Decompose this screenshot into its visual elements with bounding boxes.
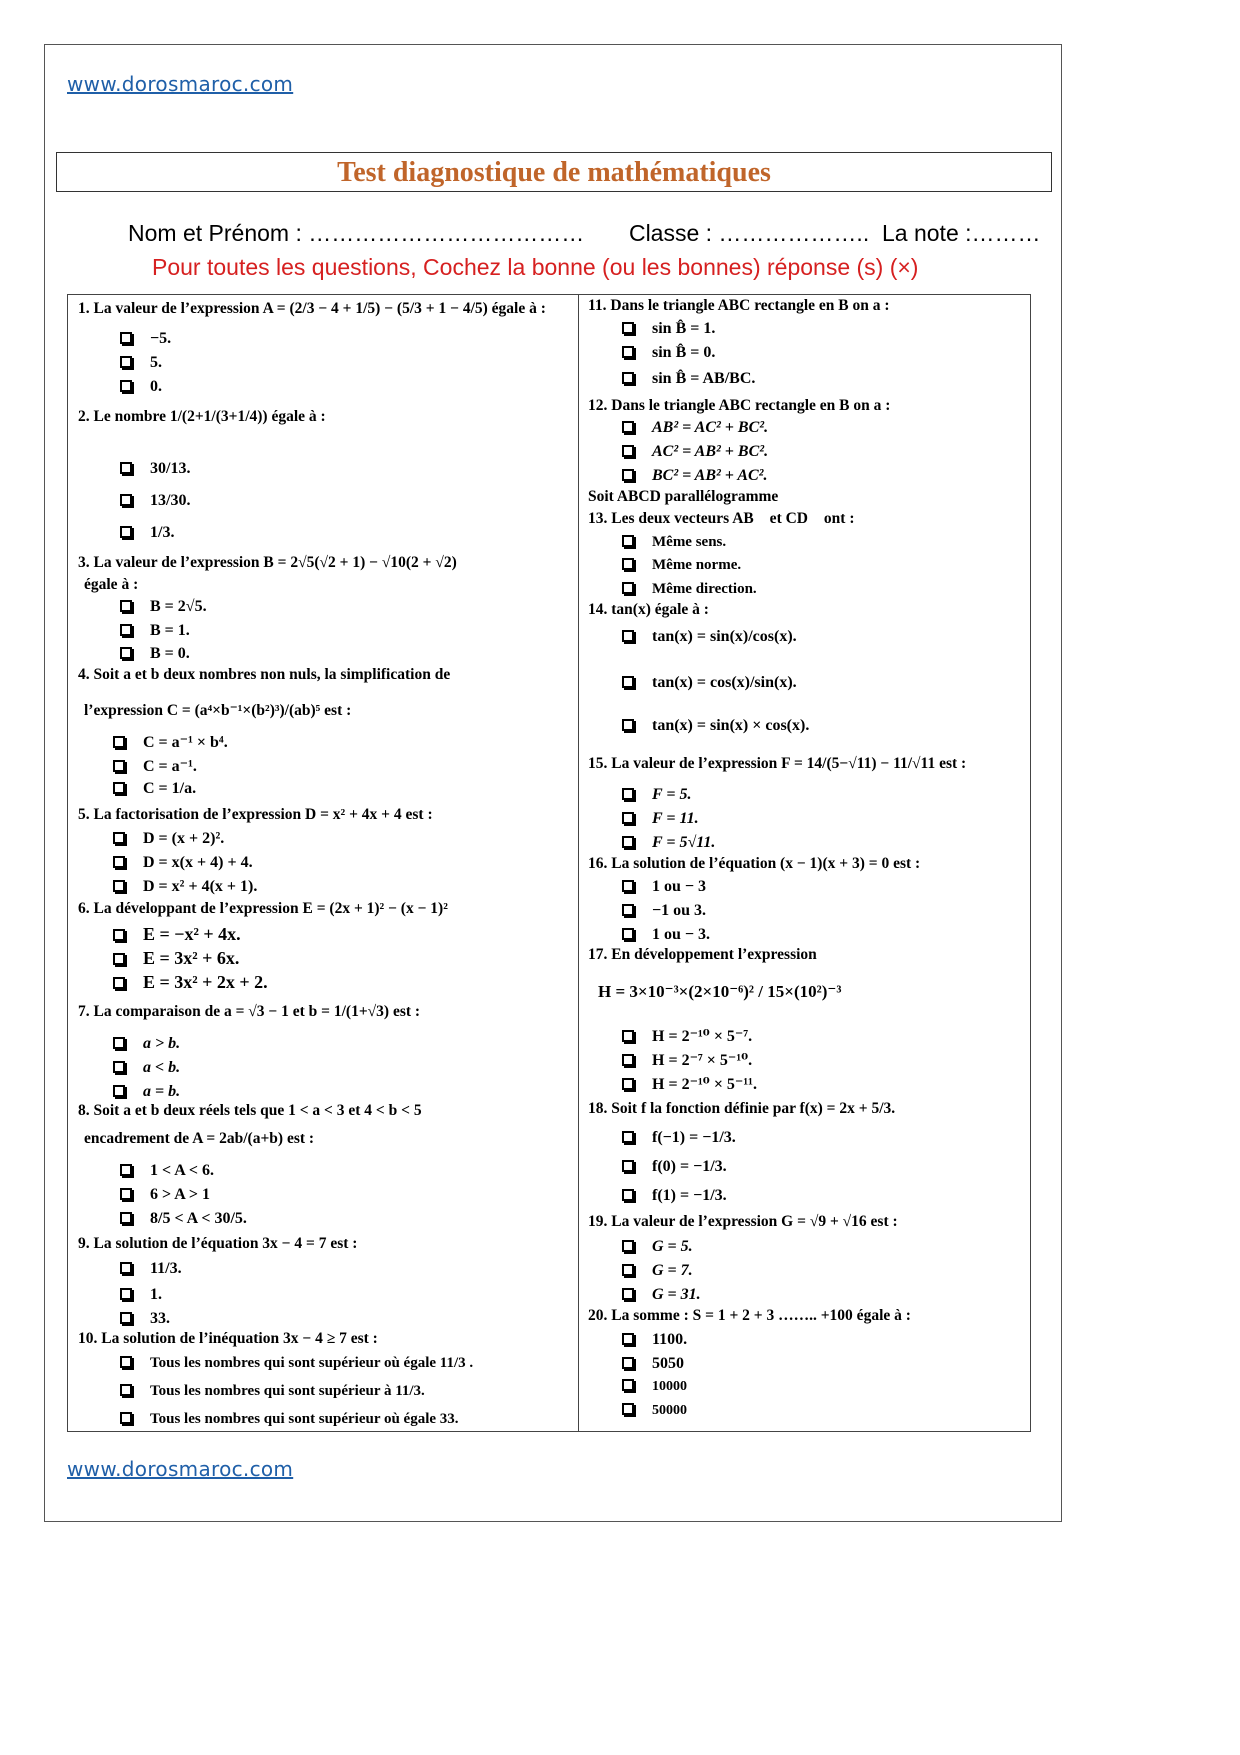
question-5: 5. La factorisation de l’expression D = x² + 4x + 4 est : — [78, 806, 433, 823]
checkbox-icon[interactable] — [113, 1061, 125, 1073]
checkbox-icon[interactable] — [622, 904, 634, 916]
option[interactable]: 33. — [120, 1310, 170, 1328]
checkbox-icon[interactable] — [113, 1037, 125, 1049]
option[interactable]: f(−1) = −1/3. — [622, 1129, 736, 1147]
option[interactable]: tan(x) = sin(x) × cos(x). — [622, 717, 809, 735]
option[interactable]: F = 5√11. — [622, 834, 715, 852]
checkbox-icon[interactable] — [120, 600, 132, 612]
question-19: 19. La valeur de l’expression G = √9 + √16 est : — [588, 1213, 898, 1230]
option[interactable]: G = 7. — [622, 1262, 693, 1280]
question-12: 12. Dans le triangle ABC rectangle en B on a : — [588, 397, 891, 414]
checkbox-icon[interactable] — [113, 832, 125, 844]
checkbox-icon[interactable] — [120, 1188, 132, 1200]
checkbox-icon[interactable] — [622, 469, 634, 481]
question-3: 3. La valeur de l’expression B = 2√5(√2 + 1) − √10(2 + √2) — [78, 554, 457, 571]
question-9: 9. La solution de l’équation 3x − 4 = 7 est : — [78, 1235, 358, 1252]
option[interactable]: AB² = AC² + BC². — [622, 419, 768, 437]
question-2: 2. Le nombre 1/(2+1/(3+1/4)) égale à : — [78, 408, 326, 425]
option[interactable]: B = 1. — [120, 622, 190, 640]
option[interactable]: a > b. — [113, 1035, 180, 1053]
checkbox-icon[interactable] — [120, 494, 132, 506]
checkbox-icon[interactable] — [622, 1131, 634, 1143]
option[interactable]: D = x² + 4(x + 1). — [113, 878, 257, 896]
parallelogram-statement: Soit ABCD parallélogramme — [588, 488, 779, 505]
checkbox-icon[interactable] — [113, 782, 125, 794]
option[interactable]: tan(x) = sin(x)/cos(x). — [622, 628, 797, 646]
checkbox-icon[interactable] — [120, 1384, 132, 1396]
checkbox-icon[interactable] — [622, 630, 634, 642]
option[interactable]: f(1) = −1/3. — [622, 1187, 727, 1205]
checkbox-icon[interactable] — [622, 1379, 634, 1391]
question-8: 8. Soit a et b deux réels tels que 1 < a < 3 et 4 < b < 5 — [78, 1102, 422, 1119]
option[interactable]: E = 3x² + 6x. — [113, 948, 239, 969]
option[interactable]: Tous les nombres qui sont supérieur où égale 33. — [120, 1411, 459, 1428]
question-7: 7. La comparaison de a = √3 − 1 et b = 1/(1+√3) est : — [78, 1003, 421, 1020]
option[interactable]: Même sens. — [622, 534, 726, 551]
checkbox-icon[interactable] — [622, 535, 634, 547]
option[interactable]: 11/3. — [120, 1260, 182, 1278]
option[interactable]: sin B̂ = 1. — [622, 320, 715, 338]
checkbox-icon[interactable] — [622, 880, 634, 892]
checkbox-icon[interactable] — [113, 760, 125, 772]
checkbox-icon[interactable] — [120, 1288, 132, 1300]
checkbox-icon[interactable] — [622, 1403, 634, 1415]
option[interactable]: 1 ou − 3. — [622, 926, 710, 944]
option[interactable]: E = 3x² + 2x + 2. — [113, 972, 268, 993]
site-link-top[interactable]: www.dorosmaroc.com — [67, 72, 294, 96]
question-3-suffix: égale à : — [84, 576, 139, 593]
student-info-line: Nom et Prénom : ……………………………… Classe : ……………….. La note :……… — [128, 220, 1041, 246]
option[interactable]: 10000 — [622, 1379, 687, 1395]
checkbox-icon[interactable] — [120, 1262, 132, 1274]
checkbox-icon[interactable] — [120, 1412, 132, 1424]
checkbox-icon[interactable] — [622, 558, 634, 570]
checkbox-icon[interactable] — [622, 1240, 634, 1252]
option[interactable]: 1100. — [622, 1331, 687, 1349]
option[interactable]: H = 2⁻¹⁰ × 5⁻¹¹. — [622, 1074, 757, 1094]
checkbox-icon[interactable] — [622, 1288, 634, 1300]
checkbox-icon[interactable] — [622, 1357, 634, 1369]
checkbox-icon[interactable] — [120, 380, 132, 392]
option[interactable]: 1 < A < 6. — [120, 1162, 214, 1180]
option[interactable]: AC² = AB² + BC². — [622, 443, 768, 461]
checkbox-icon[interactable] — [120, 356, 132, 368]
option[interactable]: G = 5. — [622, 1238, 693, 1256]
checkbox-icon[interactable] — [113, 953, 125, 965]
option[interactable]: −5. — [120, 330, 171, 348]
checkbox-icon[interactable] — [120, 526, 132, 538]
checkbox-icon[interactable] — [120, 462, 132, 474]
option[interactable]: 30/13. — [120, 460, 190, 478]
checkbox-icon[interactable] — [622, 421, 634, 433]
option[interactable]: 1. — [120, 1286, 162, 1304]
option[interactable]: D = (x + 2)². — [113, 830, 224, 848]
option[interactable]: B = 0. — [120, 645, 190, 663]
question-13: 13. Les deux vecteurs AB⃗ et CD⃗ ont : — [588, 510, 855, 527]
checkbox-icon[interactable] — [120, 1312, 132, 1324]
question-15: 15. La valeur de l’expression F = 14/(5−√11) − 11/√11 est : — [588, 755, 967, 772]
option[interactable]: Même direction. — [622, 581, 757, 598]
checkbox-icon[interactable] — [120, 624, 132, 636]
checkbox-icon[interactable] — [622, 1078, 634, 1090]
option[interactable]: 0. — [120, 378, 162, 396]
option[interactable]: 8/5 < A < 30/5. — [120, 1210, 247, 1228]
option[interactable]: H = 2⁻⁷ × 5⁻¹⁰. — [622, 1050, 752, 1070]
checkbox-icon[interactable] — [113, 977, 125, 989]
question-4: 4. Soit a et b deux nombres non nuls, la simplification de — [78, 666, 451, 683]
checkbox-icon[interactable] — [622, 1054, 634, 1066]
option[interactable]: H = 2⁻¹⁰ × 5⁻⁷. — [622, 1026, 752, 1046]
option[interactable]: −1 ou 3. — [622, 902, 706, 920]
option[interactable]: D = x(x + 4) + 4. — [113, 854, 253, 872]
option[interactable]: 1 ou − 3 — [622, 878, 706, 896]
option[interactable]: G = 31. — [622, 1286, 701, 1304]
option[interactable]: BC² = AB² + AC². — [622, 467, 767, 485]
option[interactable]: Tous les nombres qui sont supérieur où égale 11/3 . — [120, 1355, 473, 1372]
option[interactable]: C = a⁻¹. — [113, 756, 197, 776]
checkbox-icon[interactable] — [622, 928, 634, 940]
option[interactable]: a < b. — [113, 1059, 180, 1077]
checkbox-icon[interactable] — [120, 1164, 132, 1176]
checkbox-icon[interactable] — [622, 372, 634, 384]
checkbox-icon[interactable] — [120, 647, 132, 659]
checkbox-icon[interactable] — [622, 346, 634, 358]
checkbox-icon[interactable] — [113, 856, 125, 868]
option[interactable]: 13/30. — [120, 492, 190, 510]
option[interactable]: C = a⁻¹ × b⁴. — [113, 732, 228, 752]
title-box — [56, 152, 1052, 192]
checkbox-icon[interactable] — [120, 332, 132, 344]
checkbox-icon[interactable] — [622, 1264, 634, 1276]
checkbox-icon[interactable] — [622, 582, 634, 594]
page-title: Test diagnostique de mathématiques — [337, 157, 771, 188]
checkbox-icon[interactable] — [622, 836, 634, 848]
question-18: 18. Soit f la fonction définie par f(x) = 2x + 5/3. — [588, 1100, 896, 1117]
option[interactable]: Même norme. — [622, 557, 741, 574]
question-6: 6. La développant de l’expression E = (2x + 1)² − (x − 1)² — [78, 900, 448, 917]
option[interactable]: 6 > A > 1 — [120, 1186, 210, 1204]
checkbox-icon[interactable] — [622, 1160, 634, 1172]
question-10: 10. La solution de l’inéquation 3x − 4 ≥ 7 est : — [78, 1330, 378, 1347]
option[interactable]: F = 5. — [622, 786, 692, 804]
checkbox-icon[interactable] — [113, 1085, 125, 1097]
option[interactable]: F = 11. — [622, 810, 699, 828]
checkbox-icon[interactable] — [622, 1030, 634, 1042]
checkbox-icon[interactable] — [622, 1189, 634, 1201]
checkbox-icon[interactable] — [622, 322, 634, 334]
option[interactable]: a = b. — [113, 1083, 180, 1101]
question-8-suffix: encadrement de A = 2ab/(a+b) est : — [84, 1130, 315, 1147]
option[interactable]: 50000 — [622, 1403, 687, 1419]
option[interactable]: 5050 — [622, 1355, 684, 1373]
option[interactable]: sin B̂ = 0. — [622, 344, 715, 362]
option[interactable]: Tous les nombres qui sont supérieur à 11/3. — [120, 1383, 425, 1400]
question-1: 1. La valeur de l’expression A = (2/3 − 4 + 1/5) − (5/3 + 1 − 4/5) égale à : — [78, 300, 546, 317]
checkbox-icon[interactable] — [622, 445, 634, 457]
checkbox-icon[interactable] — [622, 812, 634, 824]
question-16: 16. La solution de l’équation (x − 1)(x + 3) = 0 est : — [588, 855, 921, 872]
option[interactable]: E = −x² + 4x. — [113, 924, 241, 945]
column-divider — [578, 294, 579, 1432]
checkbox-icon[interactable] — [622, 676, 634, 688]
option[interactable]: tan(x) = cos(x)/sin(x). — [622, 674, 797, 692]
option[interactable]: f(0) = −1/3. — [622, 1158, 727, 1176]
instructions: Pour toutes les questions, Cochez la bonne (ou les bonnes) réponse (s) (×) — [152, 254, 919, 280]
option[interactable]: C = 1/a. — [113, 780, 196, 798]
site-link-bottom[interactable]: www.dorosmaroc.com — [67, 1457, 294, 1481]
checkbox-icon[interactable] — [622, 1333, 634, 1345]
question-4-expression: l’expression C = (a⁴×b⁻¹×(b²)³)/(ab)⁵ est : — [84, 702, 352, 719]
option[interactable]: 5. — [120, 354, 162, 372]
question-17: 17. En développement l’expression — [588, 946, 817, 963]
question-14: 14. tan(x) égale à : — [588, 601, 709, 618]
checkbox-icon[interactable] — [622, 788, 634, 800]
question-11: 11. Dans le triangle ABC rectangle en B on a : — [588, 297, 890, 314]
checkbox-icon[interactable] — [113, 929, 125, 941]
option[interactable]: sin B̂ = AB/BC. — [622, 370, 755, 388]
checkbox-icon[interactable] — [113, 736, 125, 748]
checkbox-icon[interactable] — [622, 719, 634, 731]
question-20: 20. La somme : S = 1 + 2 + 3 …….. +100 égale à : — [588, 1307, 911, 1324]
checkbox-icon[interactable] — [120, 1212, 132, 1224]
checkbox-icon[interactable] — [113, 880, 125, 892]
checkbox-icon[interactable] — [120, 1356, 132, 1368]
question-17-expression: H = 3×10⁻³×(2×10⁻⁶)² / 15×(10²)⁻³ — [598, 982, 842, 1001]
option[interactable]: 1/3. — [120, 524, 174, 542]
option[interactable]: B = 2√5. — [120, 598, 207, 616]
